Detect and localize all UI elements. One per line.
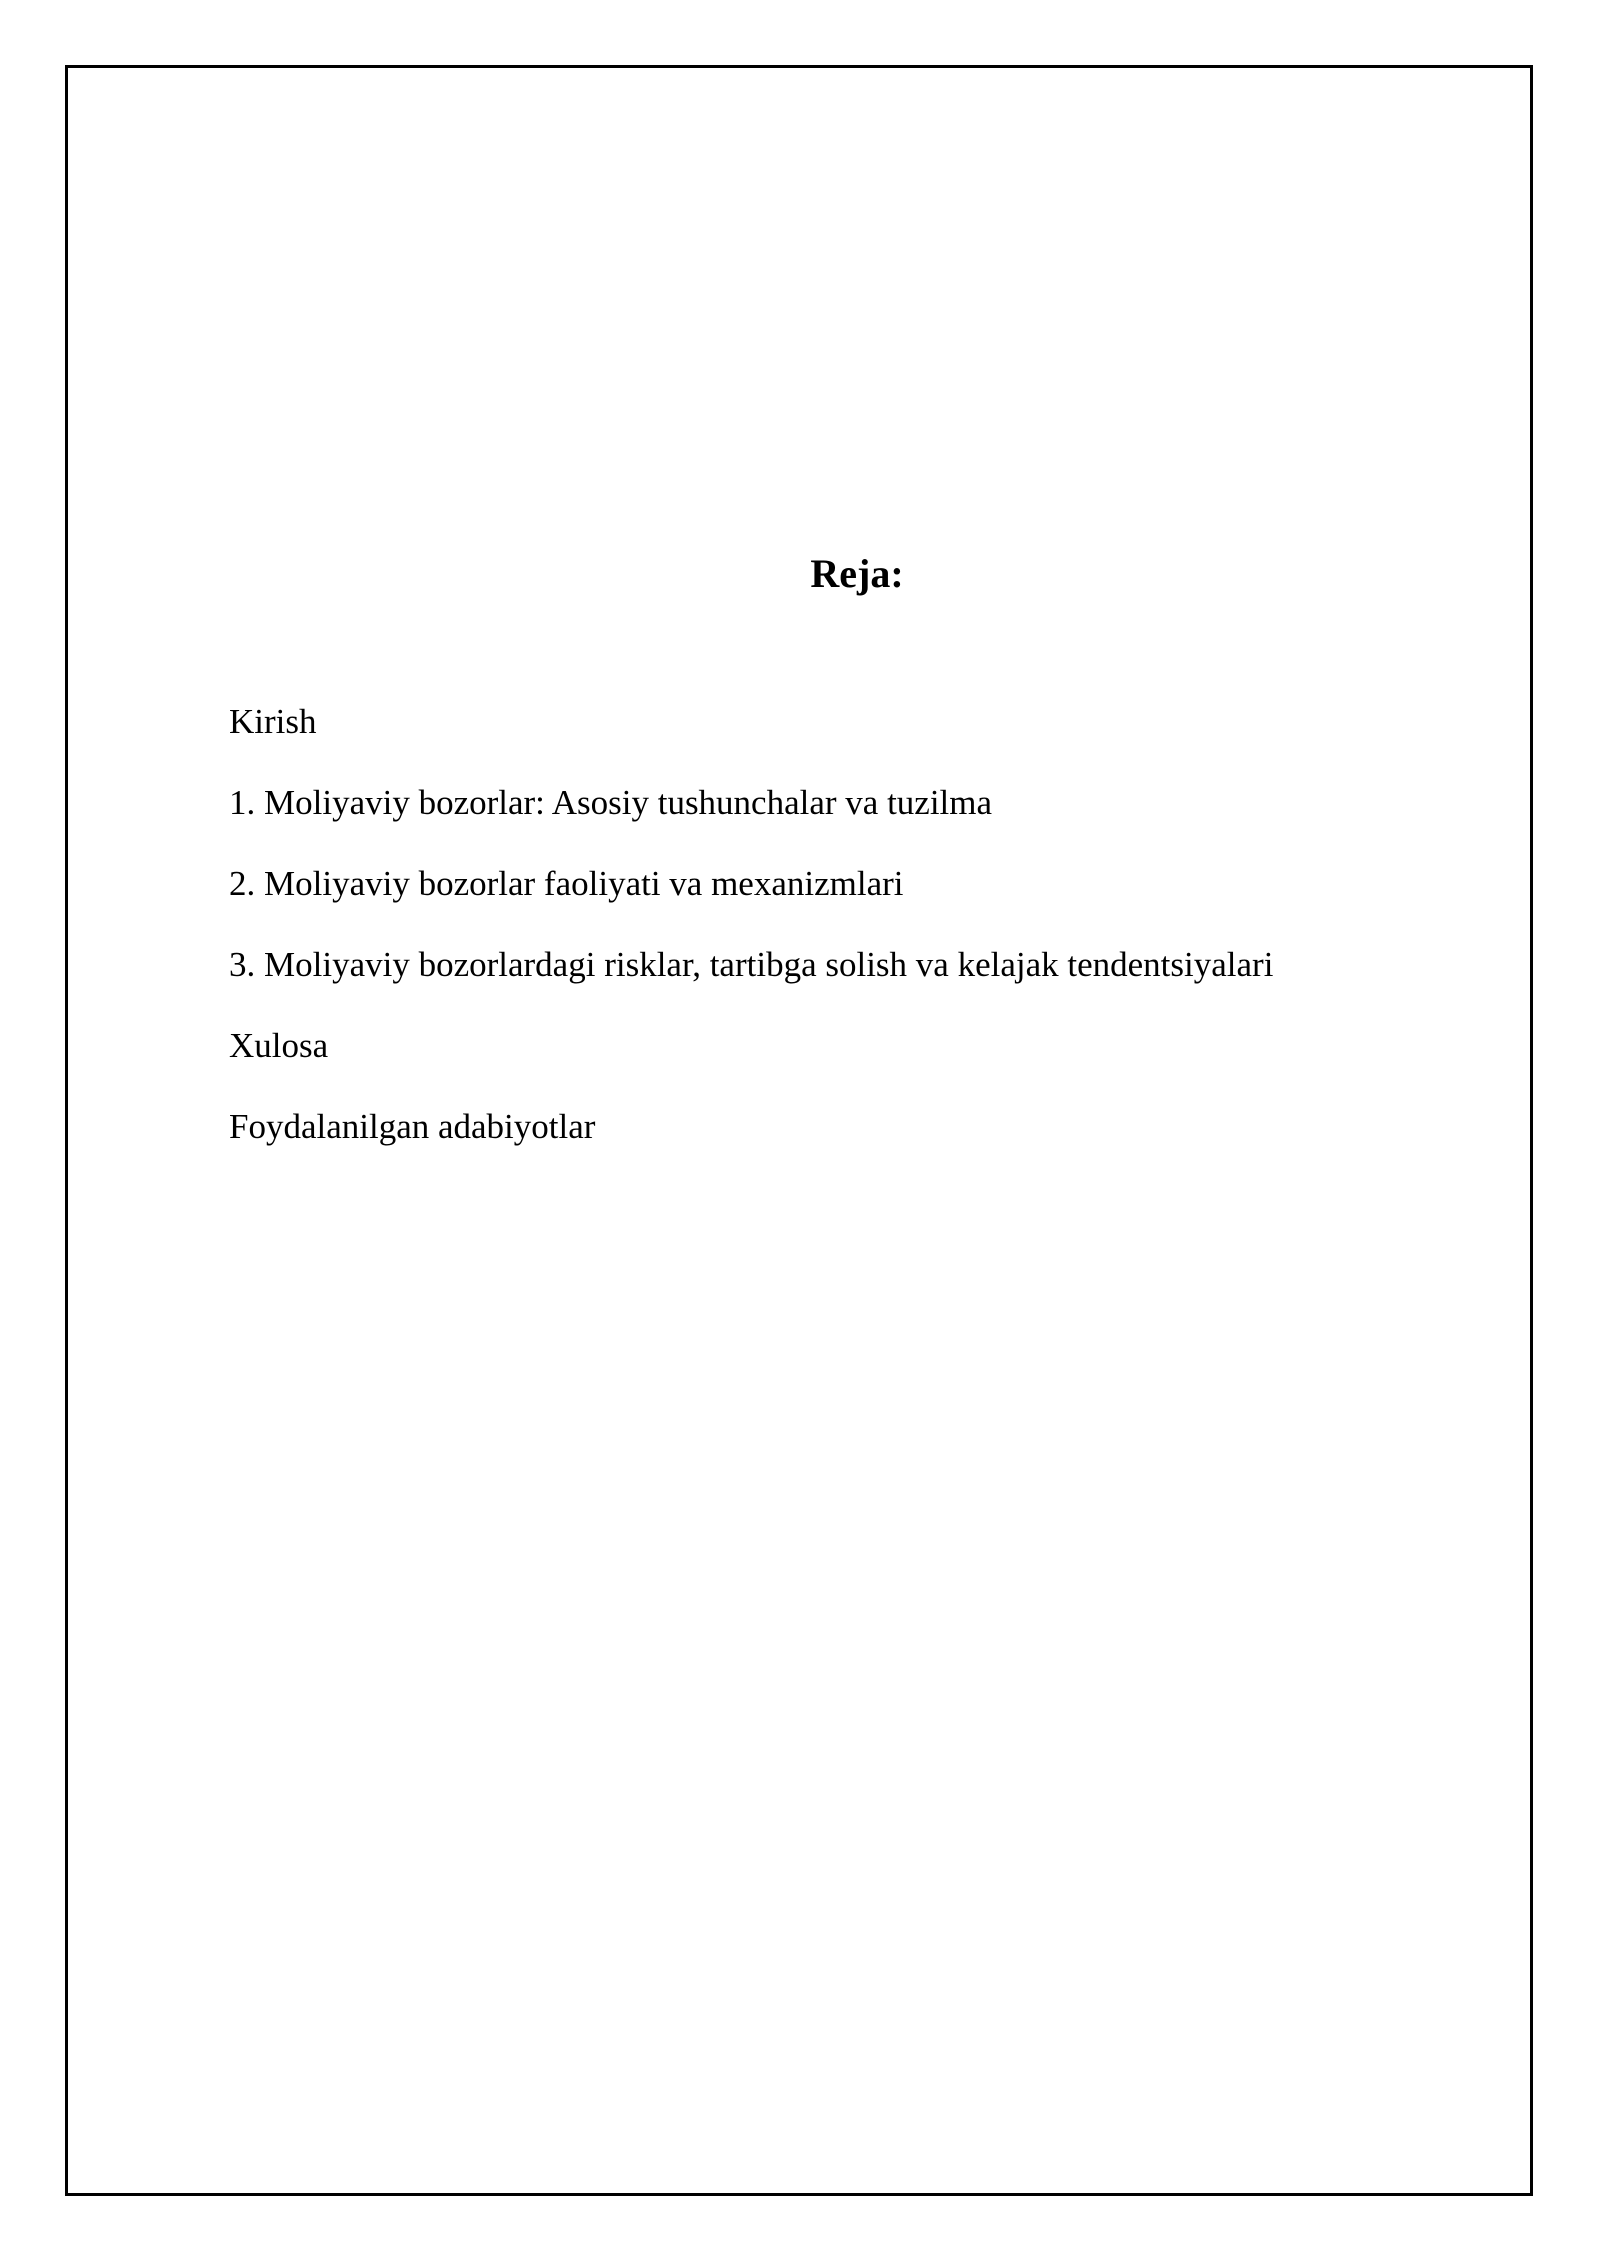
- toc-item-introduction: Kirish: [229, 702, 317, 741]
- toc-item-references: Foydalanilgan adabiyotlar: [229, 1107, 596, 1146]
- page-title: Reja:: [810, 551, 904, 596]
- toc-item-section-3: 3. Moliyaviy bozorlardagi risklar, tartibga solish va kelajak tendentsiyalari: [229, 945, 1274, 984]
- toc-item-conclusion: Xulosa: [229, 1026, 329, 1065]
- table-of-contents: [229, 700, 1273, 1186]
- toc-item-section-1: 1. Moliyaviy bozorlar: Asosiy tushunchalar va tuzilma: [229, 783, 993, 822]
- toc-item-section-2: 2. Moliyaviy bozorlar faoliyati va mexanizmlari: [229, 864, 904, 903]
